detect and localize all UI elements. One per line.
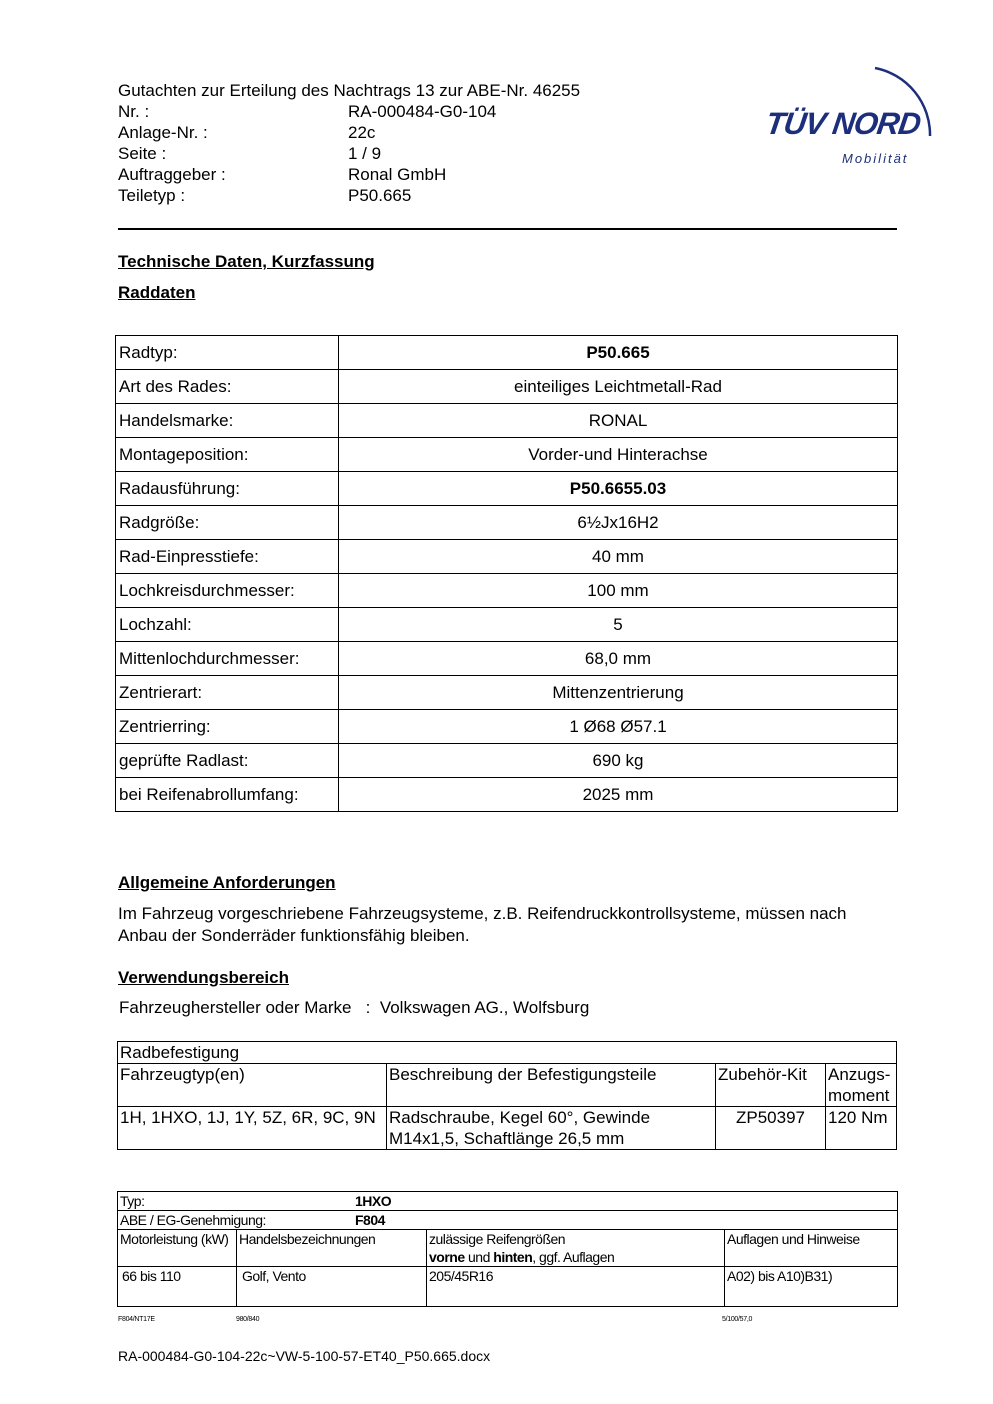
raddaten-value: 100 mm — [339, 574, 898, 608]
section-heading-allgemein: Allgemeine Anforderungen — [118, 873, 336, 892]
header-divider — [118, 228, 897, 230]
header-row-nr — [118, 101, 580, 122]
raddaten-key: Radgröße: — [116, 506, 339, 540]
raddaten-value: einteiliges Leichtmetall-Rad — [339, 370, 898, 404]
raddaten-row — [116, 540, 898, 574]
raddaten-value: 40 mm — [339, 540, 898, 574]
cell-beschreibung: Radschraube, Kegel 60°, Gewinde M14x1,5, Schaftlänge 26,5 mm — [387, 1107, 716, 1150]
typ-row — [118, 1192, 898, 1211]
raddaten-value: 5 — [339, 608, 898, 642]
cell-motorleistung: 66 bis 110 — [118, 1267, 237, 1307]
logo-subtitle: Mobilität — [842, 151, 909, 166]
manufacturer-separator: : — [365, 998, 371, 1017]
header-label: Anlage-Nr. : — [118, 123, 208, 142]
raddaten-value: RONAL — [339, 404, 898, 438]
cell-fahrzeugtypen: 1H, 1HXO, 1J, 1Y, 5Z, 6R, 9C, 9N — [118, 1107, 387, 1150]
raddaten-row — [116, 336, 898, 370]
header-fahrzeugtyp: Fahrzeugtyp(en) — [118, 1064, 387, 1107]
footnote-mid: 980/840 — [236, 1316, 260, 1323]
header-handelsbezeichnungen: Handelsbezeichnungen — [237, 1230, 427, 1267]
raddaten-value: Mittenzentrierung — [339, 676, 898, 710]
header-label: Auftraggeber : — [118, 165, 226, 184]
document-header — [118, 80, 580, 206]
header-motorleistung: Motorleistung (kW) — [118, 1230, 237, 1267]
header-label: Nr. : — [118, 102, 150, 121]
typ-value: 1HXO — [355, 1193, 392, 1209]
allgemein-text: Im Fahrzeug vorgeschriebene Fahrzeugsysteme, z.B. Reifendruckkontrollsysteme, müssen nach Anbau der Sonderräder funktionsfähig bleiben. — [118, 904, 847, 945]
manufacturer-value: Volkswagen AG., Wolfsburg — [379, 998, 590, 1017]
raddaten-row — [116, 472, 898, 506]
header-label: Seite : — [118, 144, 167, 163]
header-label: Teiletyp : — [118, 186, 186, 205]
tuv-nord-logo — [760, 58, 940, 173]
header-value: 22c — [348, 123, 376, 142]
raddaten-value: P50.665 — [339, 336, 898, 370]
raddaten-row — [116, 574, 898, 608]
raddaten-key: Handelsmarke: — [116, 404, 339, 438]
abe-row — [118, 1211, 898, 1230]
header-reifengroessen — [427, 1230, 725, 1267]
header-row-auftraggeber — [118, 164, 580, 185]
footnote-right: 5/100/57,0 — [722, 1316, 753, 1323]
cell-zubehoer-kit: ZP50397 — [716, 1107, 826, 1150]
manufacturer-label: Fahrzeughersteller oder Marke — [119, 998, 352, 1017]
raddaten-value: 1 Ø68 Ø57.1 — [339, 710, 898, 744]
raddaten-key: Art des Rades: — [116, 370, 339, 404]
raddaten-row — [116, 506, 898, 540]
raddaten-row — [116, 642, 898, 676]
header-zubehoer-kit: Zubehör-Kit — [716, 1064, 826, 1107]
raddaten-value: P50.6655.03 — [339, 472, 898, 506]
raddaten-key: Radausführung: — [116, 472, 339, 506]
raddaten-key: Zentrierart: — [116, 676, 339, 710]
footnote-left: F804/NT17E — [118, 1316, 155, 1323]
raddaten-row — [116, 438, 898, 472]
raddaten-row — [116, 608, 898, 642]
raddaten-key: Rad-Einpresstiefe: — [116, 540, 339, 574]
raddaten-value: 690 kg — [339, 744, 898, 778]
section-heading-raddaten: Raddaten — [118, 283, 196, 302]
document-title: Gutachten zur Erteilung des Nachtrags 13 zur ABE-Nr. 46255 — [118, 81, 581, 100]
document-filename: RA-000484-G0-104-22c~VW-5-100-57-ET40_P50.665.docx — [118, 1348, 491, 1364]
cell-anzugsmoment: 120 Nm — [826, 1107, 897, 1150]
reifen-vorne: vorne — [429, 1249, 465, 1265]
cell-handelsbezeichnungen: Golf, Vento — [237, 1267, 427, 1307]
section-heading-verwendung: Verwendungsbereich — [118, 968, 289, 987]
raddaten-key: Radtyp: — [116, 336, 339, 370]
raddaten-row — [116, 404, 898, 438]
raddaten-value: Vorder-und Hinterachse — [339, 438, 898, 472]
section-heading-technical: Technische Daten, Kurzfassung — [118, 252, 375, 271]
header-row-seite — [118, 143, 580, 164]
raddaten-key: Zentrierring: — [116, 710, 339, 744]
header-auflagen: Auflagen und Hinweise — [725, 1230, 898, 1267]
raddaten-key: geprüfte Radlast: — [116, 744, 339, 778]
radbefestigung-table — [117, 1041, 897, 1150]
radbefestigung-title: Radbefestigung — [118, 1042, 897, 1064]
header-anzugsmoment: Anzugs-moment — [826, 1064, 897, 1107]
reifen-hinten: hinten — [493, 1249, 533, 1265]
raddaten-row — [116, 370, 898, 404]
header-reifen-line1: zulässige Reifengrößen — [429, 1231, 566, 1247]
raddaten-row — [116, 744, 898, 778]
header-row-teiletyp — [118, 185, 580, 206]
raddaten-value: 6½Jx16H2 — [339, 506, 898, 540]
raddaten-row — [116, 778, 898, 812]
header-row-anlage — [118, 122, 580, 143]
typ-table — [117, 1191, 898, 1307]
reifen-tail: , ggf. Auflagen — [532, 1249, 615, 1265]
header-value: 1 / 9 — [348, 144, 382, 163]
manufacturer-line — [119, 998, 589, 1018]
header-value: RA-000484-G0-104 — [348, 102, 497, 121]
raddaten-row — [116, 676, 898, 710]
raddaten-key: Lochzahl: — [116, 608, 339, 642]
raddaten-table — [115, 335, 898, 812]
typ-label: Typ: — [120, 1193, 145, 1209]
header-value: Ronal GmbH — [348, 165, 447, 184]
abe-label: ABE / EG-Genehmigung: — [120, 1212, 266, 1228]
cell-reifengroessen: 205/45R16 — [427, 1267, 725, 1307]
reifen-und: und — [464, 1249, 494, 1265]
cell-auflagen: A02) bis A10)B31) — [725, 1267, 898, 1307]
raddaten-value: 68,0 mm — [339, 642, 898, 676]
raddaten-key: Mittenlochdurchmesser: — [116, 642, 339, 676]
raddaten-value: 2025 mm — [339, 778, 898, 812]
logo-brand: TÜV NORD — [763, 106, 923, 141]
header-value: P50.665 — [348, 186, 412, 205]
raddaten-key: bei Reifenabrollumfang: — [116, 778, 339, 812]
header-beschreibung: Beschreibung der Befestigungsteile — [387, 1064, 716, 1107]
raddaten-key: Montageposition: — [116, 438, 339, 472]
abe-value: F804 — [355, 1212, 385, 1228]
raddaten-row — [116, 710, 898, 744]
header-reifen-line2 — [429, 1248, 722, 1266]
raddaten-key: Lochkreisdurchmesser: — [116, 574, 339, 608]
